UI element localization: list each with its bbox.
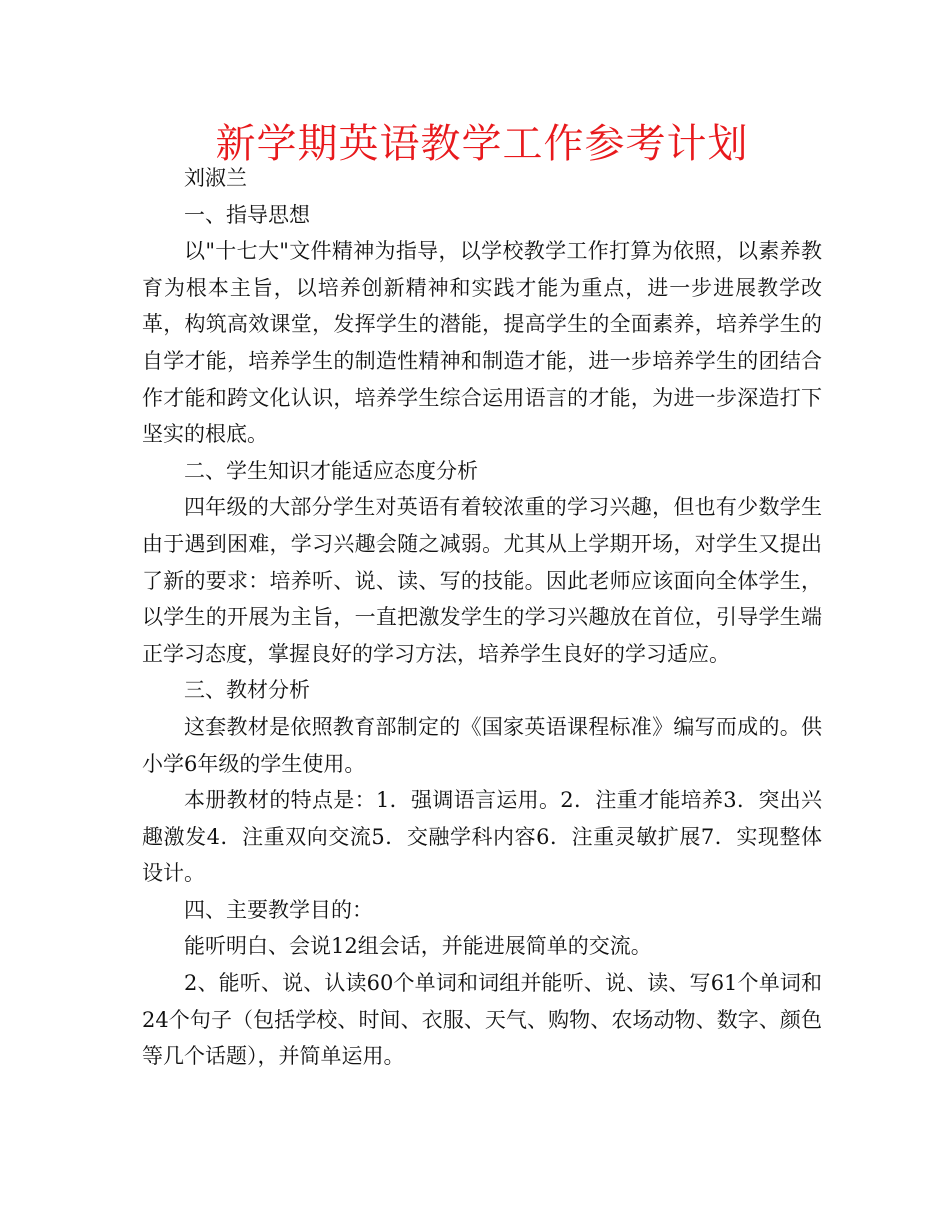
paragraph-textbook-features: 本册教材的特点是：1．强调语言运用。2．注重才能培养3．突出兴趣激发4．注重双向交流5．交融学科内容6．注重灵敏扩展7．实现整体设计。 xyxy=(142,788,822,886)
document-body xyxy=(142,160,822,1075)
paragraph-goal-1: 能听明白、会说12组会话，并能进展简单的交流。 xyxy=(184,934,652,959)
document-title: 新学期英语教学工作参考计划 xyxy=(215,121,749,167)
paragraph-guiding-thought: 以"十七大"文件精神为指导，以学校教学工作打算为依照，以素养教育为根本主旨，以培养创新精神和实践才能为重点，进一步进展教学改革，构筑高效课堂，发挥学生的潜能，提高学生的全面素养，培养学生的自学才能，培养学生的制造性精神和制造才能，进一步培养学生的团结合作才能和跨文化认识，培养学生综合运用语言的才能，为进一步深造打下坚实的根底。 xyxy=(142,239,822,447)
section-heading-textbook-analysis: 三、教材分析 xyxy=(184,678,310,703)
author-line: 刘淑兰 xyxy=(184,166,247,190)
section-heading-guiding-thought: 一、指导思想 xyxy=(184,202,310,227)
paragraph-student-analysis: 四年级的大部分学生对英语有着较浓重的学习兴趣，但也有少数学生由于遇到困难，学习兴趣会随之减弱。尤其从上学期开场，对学生又提出了新的要求：培养听、说、读、写的技能。因此老师应该面向全体学生，以学生的开展为主旨，一直把激发学生的学习兴趣放在首位，引导学生端正学习态度，掌握良好的学习方法，培养学生良好的学习适应。 xyxy=(142,495,822,666)
section-heading-student-analysis: 二、学生知识才能适应态度分析 xyxy=(184,458,478,483)
paragraph-textbook-intro: 这套教材是依照教育部制定的《国家英语课程标准》编写而成的。供小学6年级的学生使用。 xyxy=(142,714,822,776)
section-heading-teaching-goals: 四、主要教学目的： xyxy=(184,897,373,922)
paragraph-goal-2: 2、能听、说、认读60个单词和词组并能听、说、读、写61个单词和24个句子（包括学校、时间、衣服、天气、购物、农场动物、数字、颜色等几个话题），并简单运用。 xyxy=(142,971,822,1069)
